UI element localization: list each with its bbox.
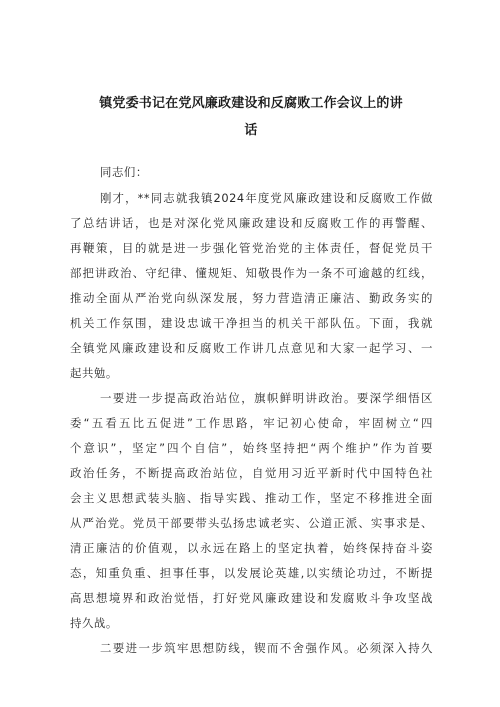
paragraph-2-line: 态，知重负重、担事任事，以发展论英雄,以实绩论功过，不断提 [70, 566, 433, 580]
paragraph-2-line: 清正廉洁的价值观，以永远在路上的坚定执着，始终保持奋斗姿 [70, 541, 433, 555]
paragraph-1-line: 了总结讲话，也是对深化党风廉政建设和反腐败工作的再警醒、 [70, 216, 433, 230]
paragraph-1-line: 再鞭策，目的就是进一步强化管党治党的主体责任，督促党员干 [70, 241, 433, 255]
document-title-line-2: 话 [244, 123, 258, 138]
paragraph-1-line: 起共勉。 [70, 366, 118, 380]
paragraph-2-line: 持久战。 [70, 616, 118, 630]
paragraph-1-line: 刚才，**同志就我镇2024年度党风廉政建设和反腐败工作做 [100, 191, 433, 205]
paragraph-2-line: 高思想境界和政治觉悟，打好党风廉政建设和发腐败斗争攻坚战 [70, 591, 433, 605]
paragraph-2-line: 政治任务，不断提高政治站位，自觉用习近平新时代中国特色社 [70, 466, 433, 480]
paragraph-2-line: 会主义思想武装头脑、指导实践、推动工作，坚定不移推进全面 [70, 491, 433, 505]
document-title-line-1: 镇党委书记在党风廉政建设和反腐败工作会议上的讲 [99, 96, 403, 111]
paragraph-2-line: 委“五看五比五促进”工作思路，牢记初心使命，牢固树立“四 [70, 416, 433, 430]
paragraph-1-line: 推动全面从严治党向纵深发展，努力营造清正廉洁、勤政务实的 [70, 291, 433, 305]
paragraph-1-line: 部把讲政治、守纪律、懂规矩、知敬畏作为一条不可逾越的红线， [70, 266, 433, 280]
paragraph-1-line: 机关工作氛围，建设忠诚干净担当的机关干部队伍。下面，我就 [70, 316, 433, 330]
paragraph-2-line: 一要进一步提高政治站位，旗帜鲜明讲政治。要深学细悟区 [100, 391, 433, 405]
paragraph-1-line: 全镇党风廉政建设和反腐败工作讲几点意见和大家一起学习、一 [70, 341, 433, 355]
paragraph-2-line: 个意识”，坚定”四个自信”，始终坚持把“两个维护”作为首要 [70, 441, 433, 455]
greeting: 同志们： [100, 165, 148, 179]
paragraph-2-line: 从严治党。党员干部要带头弘扬忠诚老实、公道正派、实事求是、 [70, 516, 433, 530]
paragraph-3-line: 二要进一步筑牢思想防线，锲而不舍强作风。必须深入持久 [100, 641, 433, 655]
